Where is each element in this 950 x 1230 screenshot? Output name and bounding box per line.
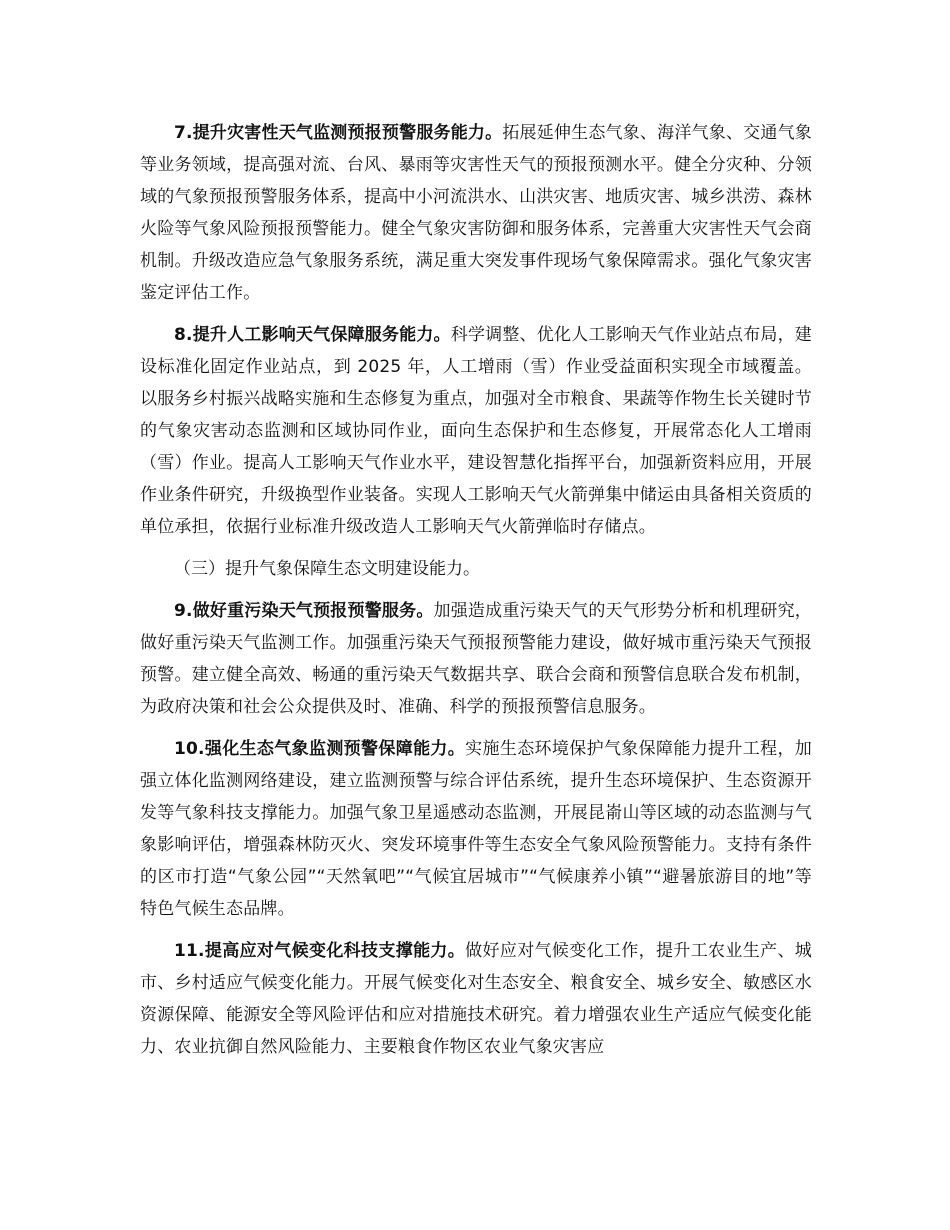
item-lead: 提升人工影响天气保障服务能力。 bbox=[192, 325, 451, 345]
item-body: 实施生态环境保护气象保障能力提升工程，加强立体化监测网络建设，建立监测预警与综合评估系统，提升生态环境保护、生态资源开发等气象科技支撑能力。加强气象卫星遥感动态监测，开展昆嵛山等区域的动态监测与气象影响评估，增强森林防灭火、突发环境事件等生态安全气象风险预警能力。支持有条件的区市打造“气象公园”“天然氧吧”“气候宜居城市”“气候康养小镇”“避暑旅游目的地”等特色气候生态品牌。 bbox=[140, 739, 813, 919]
item-lead: 提高应对气候变化科技支撑能力。 bbox=[204, 941, 466, 961]
document-body bbox=[140, 117, 812, 1073]
paragraph-8 bbox=[140, 319, 812, 543]
item-body: 拓展延伸生态气象、海洋气象、交通气象等业务领域，提高强对流、台风、暴雨等灾害性天气的预报预测水平。健全分灾种、分领域的气象预报预警服务体系，提高中小河流洪水、山洪灾害、地质灾害、城乡洪涝、森林火险等气象风险预报预警能力。健全气象灾害防御和服务体系，完善重大灾害性天气会商机制。升级改造应急气象服务系统，满足重大突发事件现场气象保障需求。强化气象灾害鉴定评估工作。 bbox=[140, 123, 812, 303]
item-body: 做好应对气候变化工作，提升工农业生产、城市、乡村适应气候变化能力。开展气候变化对生态安全、粮食安全、城乡安全、敏感区水资源保障、能源安全等风险评估和应对措施技术研究。着力增强农业生产适应气候变化能力、农业抗御自然风险能力、主要粮食作物区农业气象灾害应 bbox=[140, 941, 813, 1057]
item-number: 7. bbox=[174, 123, 193, 143]
item-lead: 提升灾害性天气监测预报预警服务能力。 bbox=[192, 123, 503, 143]
item-lead: 强化生态气象监测预警保障能力。 bbox=[204, 739, 466, 759]
item-body: 科学调整、优化人工影响天气作业站点布局，建设标准化固定作业站点，到 2025 年，人工增雨（雪）作业受益面积实现全市域覆盖。以服务乡村振兴战略实施和生态修复为重点，加强对全市粮食、果蔬等作物生长关键时节的气象灾害动态监测和区域协同作业，面向生态保护和生态修复，开展常态化人工增雨（雪）作业。提高人工影响天气作业水平，建设智慧化指挥平台，加强新资料应用，开展作业条件研究，升级换型作业装备。实现人工影响天气火箭弹集中储运由具备相关资质的单位承担，依据行业标准升级改造人工影响天气火箭弹临时存储点。 bbox=[140, 325, 813, 537]
item-number: 9. bbox=[174, 601, 193, 621]
paragraph-9 bbox=[140, 595, 812, 723]
paragraph-10 bbox=[140, 733, 812, 925]
item-lead: 做好重污染天气预报预警服务。 bbox=[192, 601, 434, 621]
item-number: 11. bbox=[174, 941, 205, 961]
item-body: 加强造成重污染天气的天气形势分析和机理研究，做好重污染天气监测工作。加强重污染天气预报预警能力建设，做好城市重污染天气预报预警。建立健全高效、畅通的重污染天气数据共享、联合会商和预警信息联合发布机制，为政府决策和社会公众提供及时、准确、科学的预报预警信息服务。 bbox=[140, 601, 812, 717]
paragraph-11 bbox=[140, 935, 812, 1063]
paragraph-7 bbox=[140, 117, 812, 309]
item-number: 10. bbox=[174, 739, 205, 759]
section-heading-3: （三）提升气象保障生态文明建设能力。 bbox=[174, 559, 480, 579]
item-number: 8. bbox=[174, 325, 193, 345]
